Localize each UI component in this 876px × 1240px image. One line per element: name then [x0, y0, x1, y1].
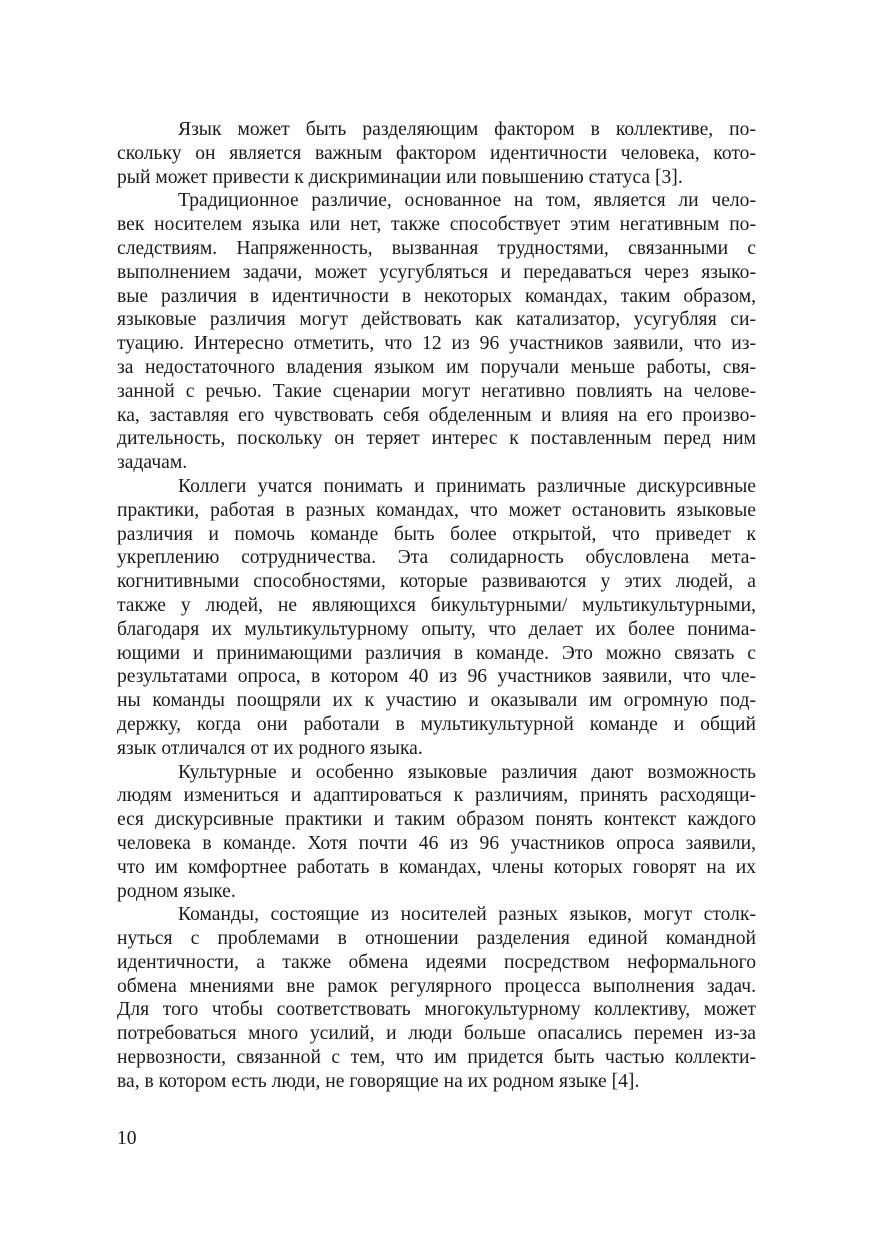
text-line: нуться с проблемами в отношении разделения единой командной [117, 928, 756, 950]
paragraph-4 [117, 761, 756, 904]
text-line: задачам. [117, 452, 188, 474]
text-line: еся дискурсивные практики и таким образом понять контекст каждого [117, 809, 756, 831]
text-line: за недостаточного владения языком им поручали меньше работы, свя- [117, 356, 756, 378]
paragraph-1 [117, 118, 756, 189]
text-line: родном языке. [117, 880, 236, 902]
paragraph-5 [117, 903, 756, 1093]
text-line: когнитивными способностями, которые развиваются у этих людей, а [117, 571, 756, 593]
text-line: Для того чтобы соответствовать многокультурному коллективу, может [117, 999, 756, 1021]
text-line: занной с речью. Такие сценарии могут негативно повлиять на челове- [117, 380, 756, 402]
text-line: Культурные и особенно языковые различия дают возможность [178, 761, 756, 783]
text-line: ва, в котором есть люди, не говорящие на их родном языке [4]. [117, 1070, 640, 1092]
text-line: держку, когда они работали в мультикультурной команде и общий [117, 713, 756, 735]
text-line: благодаря их мультикультурному опыту, что делает их более понима- [117, 618, 756, 640]
text-line: различия и помочь команде быть более открытой, что приведет к [117, 523, 756, 545]
page-number: 10 [117, 1128, 137, 1149]
text-line: скольку он является важным фактором идентичности человека, кото- [117, 142, 756, 164]
text-line: туацию. Интересно отметить, что 12 из 96 участников заявили, что из- [117, 333, 756, 355]
text-line: ющими и принимающими различия в команде. Это можно связать с [117, 642, 756, 664]
text-line: человека в команде. Хотя почти 46 из 96 участников опроса заявили, [117, 832, 756, 854]
text-line: выполнением задачи, может усугубляться и передаваться через языко- [117, 261, 756, 283]
text-line: вые различия в идентичности в некоторых командах, таким образом, [117, 285, 756, 307]
text-line: ны команды поощряли их к участию и оказывали им огромную под- [117, 690, 756, 712]
text-line: обмена мнениями вне рамок регулярного процесса выполнения задач. [117, 975, 756, 997]
text-line: идентичности, а также обмена идеями посредством неформального [117, 951, 756, 973]
text-line: людям измениться и адаптироваться к различиям, принять расходящи- [117, 785, 756, 807]
text-line: Традиционное различие, основанное на том, является ли чело- [178, 190, 756, 212]
text-line: Язык может быть разделяющим фактором в коллективе, по- [178, 119, 756, 140]
text-line: результатами опроса, в котором 40 из 96 участников заявили, что чле- [117, 666, 756, 688]
text-line: век носителем языка или нет, также способствует этим негативным по- [117, 214, 756, 236]
text-line: рый может привести к дискриминации или повышению статуса [3]. [117, 166, 683, 188]
text-line: Коллеги учатся понимать и принимать различные дискурсивные [178, 475, 756, 497]
text-line: нервозности, связанной с тем, что им придется быть частью коллекти- [117, 1047, 756, 1069]
text-line: также у людей, не являющихся бикультурными/ мультикультурными, [117, 594, 756, 616]
text-line: языковые различия могут действовать как катализатор, усугубляя си- [117, 309, 756, 331]
text-line: потребоваться много усилий, и люди больше опасались перемен из-за [117, 1023, 756, 1045]
text-line: следствиям. Напряженность, вызванная трудностями, связанными с [117, 237, 756, 259]
paragraph-3 [117, 475, 756, 761]
paragraph-2 [117, 189, 756, 475]
text-line: язык отличался от их родного языка. [117, 737, 423, 759]
text-line: практики, работая в разных командах, что может остановить языковые [117, 499, 756, 521]
text-line: ка, заставляя его чувствовать себя обделенным и влияя на его произво- [117, 404, 756, 426]
text-line: Команды, состоящие из носителей разных языков, могут столк- [178, 904, 756, 926]
text-line: что им комфортнее работать в командах, члены которых говорят на их [117, 856, 756, 878]
text-line: дительность, поскольку он теряет интерес к поставленным перед ним [117, 428, 756, 450]
text-line: укреплению сотрудничества. Эта солидарность обусловлена мета- [117, 547, 756, 569]
body-text [117, 118, 756, 1094]
